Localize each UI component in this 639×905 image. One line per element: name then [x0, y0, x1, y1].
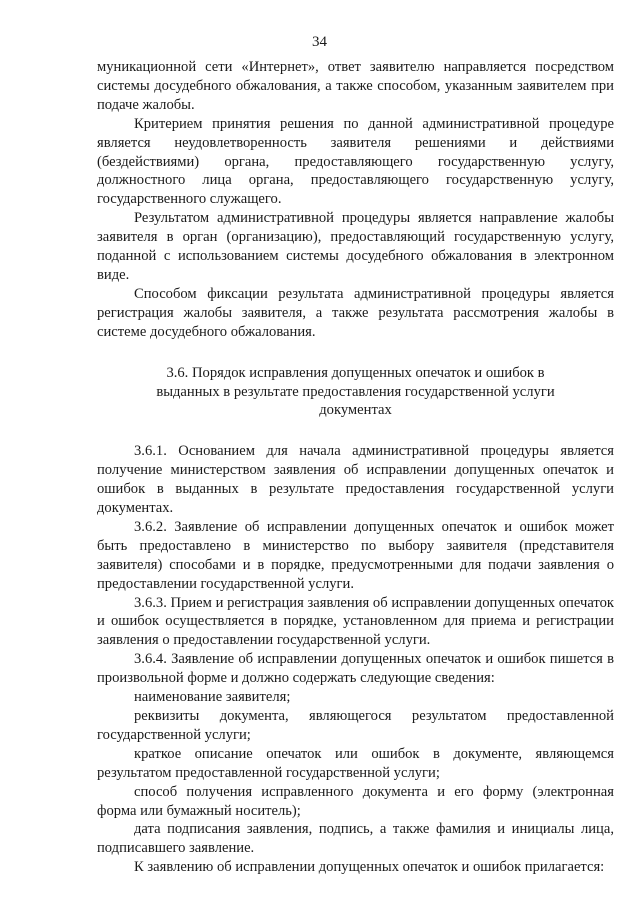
- paragraph: муникационной сети «Интернет», ответ заявителю направляется посредством системы досудебного обжалования, а также способом, указанным заявителем при подаче жалобы.: [97, 59, 614, 113]
- page-number: 34: [312, 34, 327, 50]
- section-paragraph: 3.6.1. Основанием для начала административной процедуры является получение министерством заявления об исправлении допущенных опечаток и ошибок в выданных в результате предоставления государственной услуги документах.: [97, 443, 614, 517]
- section-paragraph: К заявлению об исправлении допущенных опечаток и ошибок прилагается:: [134, 859, 605, 876]
- paragraph: Критерием принятия решения по данной административной процедуре является неудовлетворенность заявителя решениями и действиями (бездействиями) органа, предоставляющего государственную услугу, должностного лица органа, предоставляющего государственную услугу, государственного служащего.: [97, 115, 614, 208]
- list-item: дата подписания заявления, подпись, а также фамилия и инициалы лица, подписавшего заявление.: [97, 821, 614, 857]
- section-paragraph: 3.6.3. Прием и регистрация заявления об исправлении допущенных опечаток и ошибок осуществляется в порядке, установленном для приема и регистрации заявления о предоставлении государственной услуги.: [97, 594, 614, 649]
- list-item: наименование заявителя;: [134, 689, 291, 706]
- paragraph: Результатом административной процедуры является направление жалобы заявителя в орган (организацию), предоставляющий государственную услугу, поданной с использованием системы досудебного обжалования в электронном виде.: [97, 210, 614, 283]
- section-heading: 3.6. Порядок исправления допущенных опечаток и ошибок в выданных в результате предоставления государственной услуги документах: [156, 364, 555, 419]
- document-body: [97, 58, 614, 877]
- section-paragraph: 3.6.2. Заявление об исправлении допущенных опечаток и ошибок может быть предоставлено в министерство по выбору заявителя (представителя заявителя) способами и в порядке, предусмотренными для подачи заявления о предоставлении государственной услуги.: [97, 518, 614, 592]
- list-item: краткое описание опечаток или ошибок в документе, являющемся результатом предоставленной государственной услуги;: [97, 745, 614, 781]
- list-item: реквизиты документа, являющегося результатом предоставленной государственной услуги;: [97, 708, 614, 743]
- paragraph: Способом фиксации результата административной процедуры является регистрация жалобы заявителя, а также результата рассмотрения жалобы в системе досудебного обжалования.: [97, 285, 614, 340]
- section-paragraph: 3.6.4. Заявление об исправлении допущенных опечаток и ошибок пишется в произвольной форме и должно содержать следующие сведения:: [97, 651, 614, 687]
- list-item: способ получения исправленного документа и его форму (электронная форма или бумажный носитель);: [97, 783, 614, 819]
